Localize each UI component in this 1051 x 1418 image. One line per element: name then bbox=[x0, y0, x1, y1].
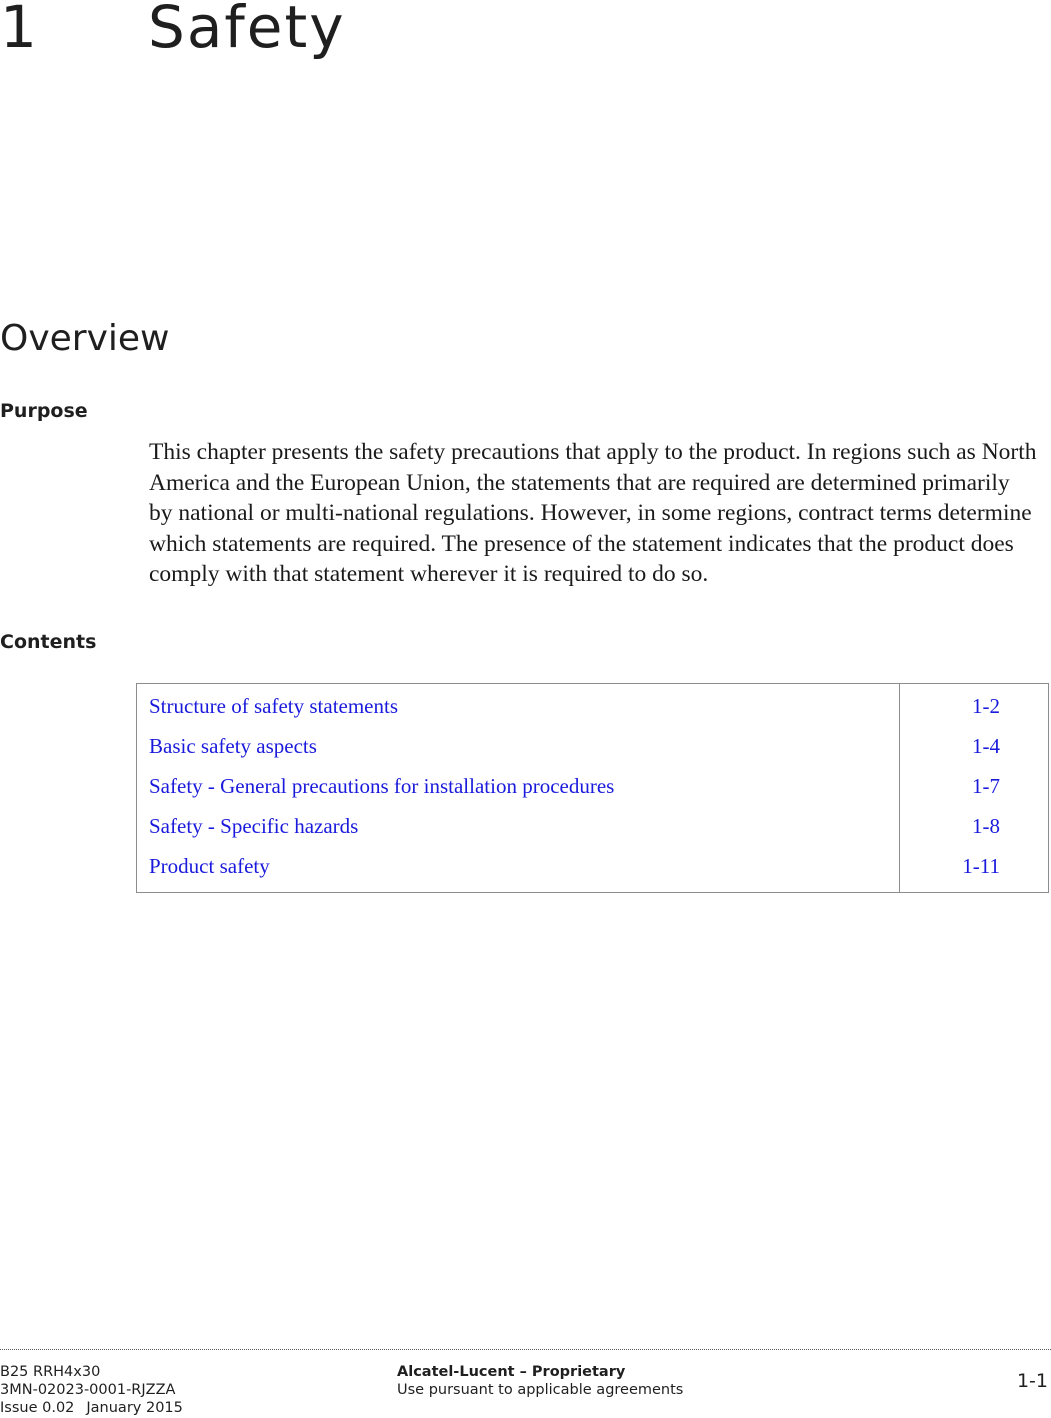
footer-document-info bbox=[0, 1363, 183, 1417]
chapter-number: 1 bbox=[0, 0, 38, 61]
footer-company: Alcatel-Lucent – Proprietary bbox=[397, 1364, 626, 1380]
toc-page-link[interactable]: 1-11 bbox=[962, 853, 1000, 878]
chapter-title: Safety bbox=[148, 0, 346, 61]
table-row bbox=[137, 766, 1049, 806]
purpose-heading: Purpose bbox=[0, 400, 88, 422]
table-row bbox=[137, 846, 1049, 893]
footer-proprietary-notice bbox=[397, 1363, 683, 1399]
toc-link-structure-of-safety-statements[interactable]: Structure of safety statements bbox=[137, 684, 900, 727]
footer-product: B25 RRH4x30 bbox=[0, 1364, 101, 1380]
toc-page-link[interactable]: 1-4 bbox=[972, 733, 1000, 758]
table-row bbox=[137, 806, 1049, 846]
footer-date: January 2015 bbox=[86, 1400, 183, 1416]
toc-page-link[interactable]: 1-2 bbox=[972, 693, 1000, 718]
footer-divider bbox=[0, 1349, 1051, 1350]
contents-heading: Contents bbox=[0, 631, 97, 653]
purpose-paragraph: This chapter presents the safety precautions that apply to the product. In regions such as North America and the European Union, the statements that are required are determined primarily by national or multi-national regulations. However, in some regions, contract terms determine which statements are required. The presence of the statement indicates that the product does comply with that statement wherever it is required to do so. bbox=[149, 439, 1037, 587]
table-row bbox=[137, 726, 1049, 766]
contents-table bbox=[136, 683, 1049, 893]
section-title: Overview bbox=[0, 318, 170, 359]
footer-issue: Issue 0.02 bbox=[0, 1400, 75, 1416]
footer-doc-number: 3MN-02023-0001-RJZZA bbox=[0, 1382, 176, 1398]
footer-issue-line bbox=[0, 1399, 183, 1417]
table-row bbox=[137, 684, 1049, 727]
toc-page-link[interactable]: 1-8 bbox=[972, 813, 1000, 838]
page-number: 1-1 bbox=[1016, 1370, 1048, 1392]
toc-page-link[interactable]: 1-7 bbox=[972, 773, 1000, 798]
toc-link-general-precautions[interactable]: Safety - General precautions for installation procedures bbox=[137, 766, 900, 806]
toc-link-basic-safety-aspects[interactable]: Basic safety aspects bbox=[137, 726, 900, 766]
toc-link-specific-hazards[interactable]: Safety - Specific hazards bbox=[137, 806, 900, 846]
toc-link-product-safety[interactable]: Product safety bbox=[137, 846, 900, 893]
footer-usage-notice: Use pursuant to applicable agreements bbox=[397, 1382, 684, 1398]
